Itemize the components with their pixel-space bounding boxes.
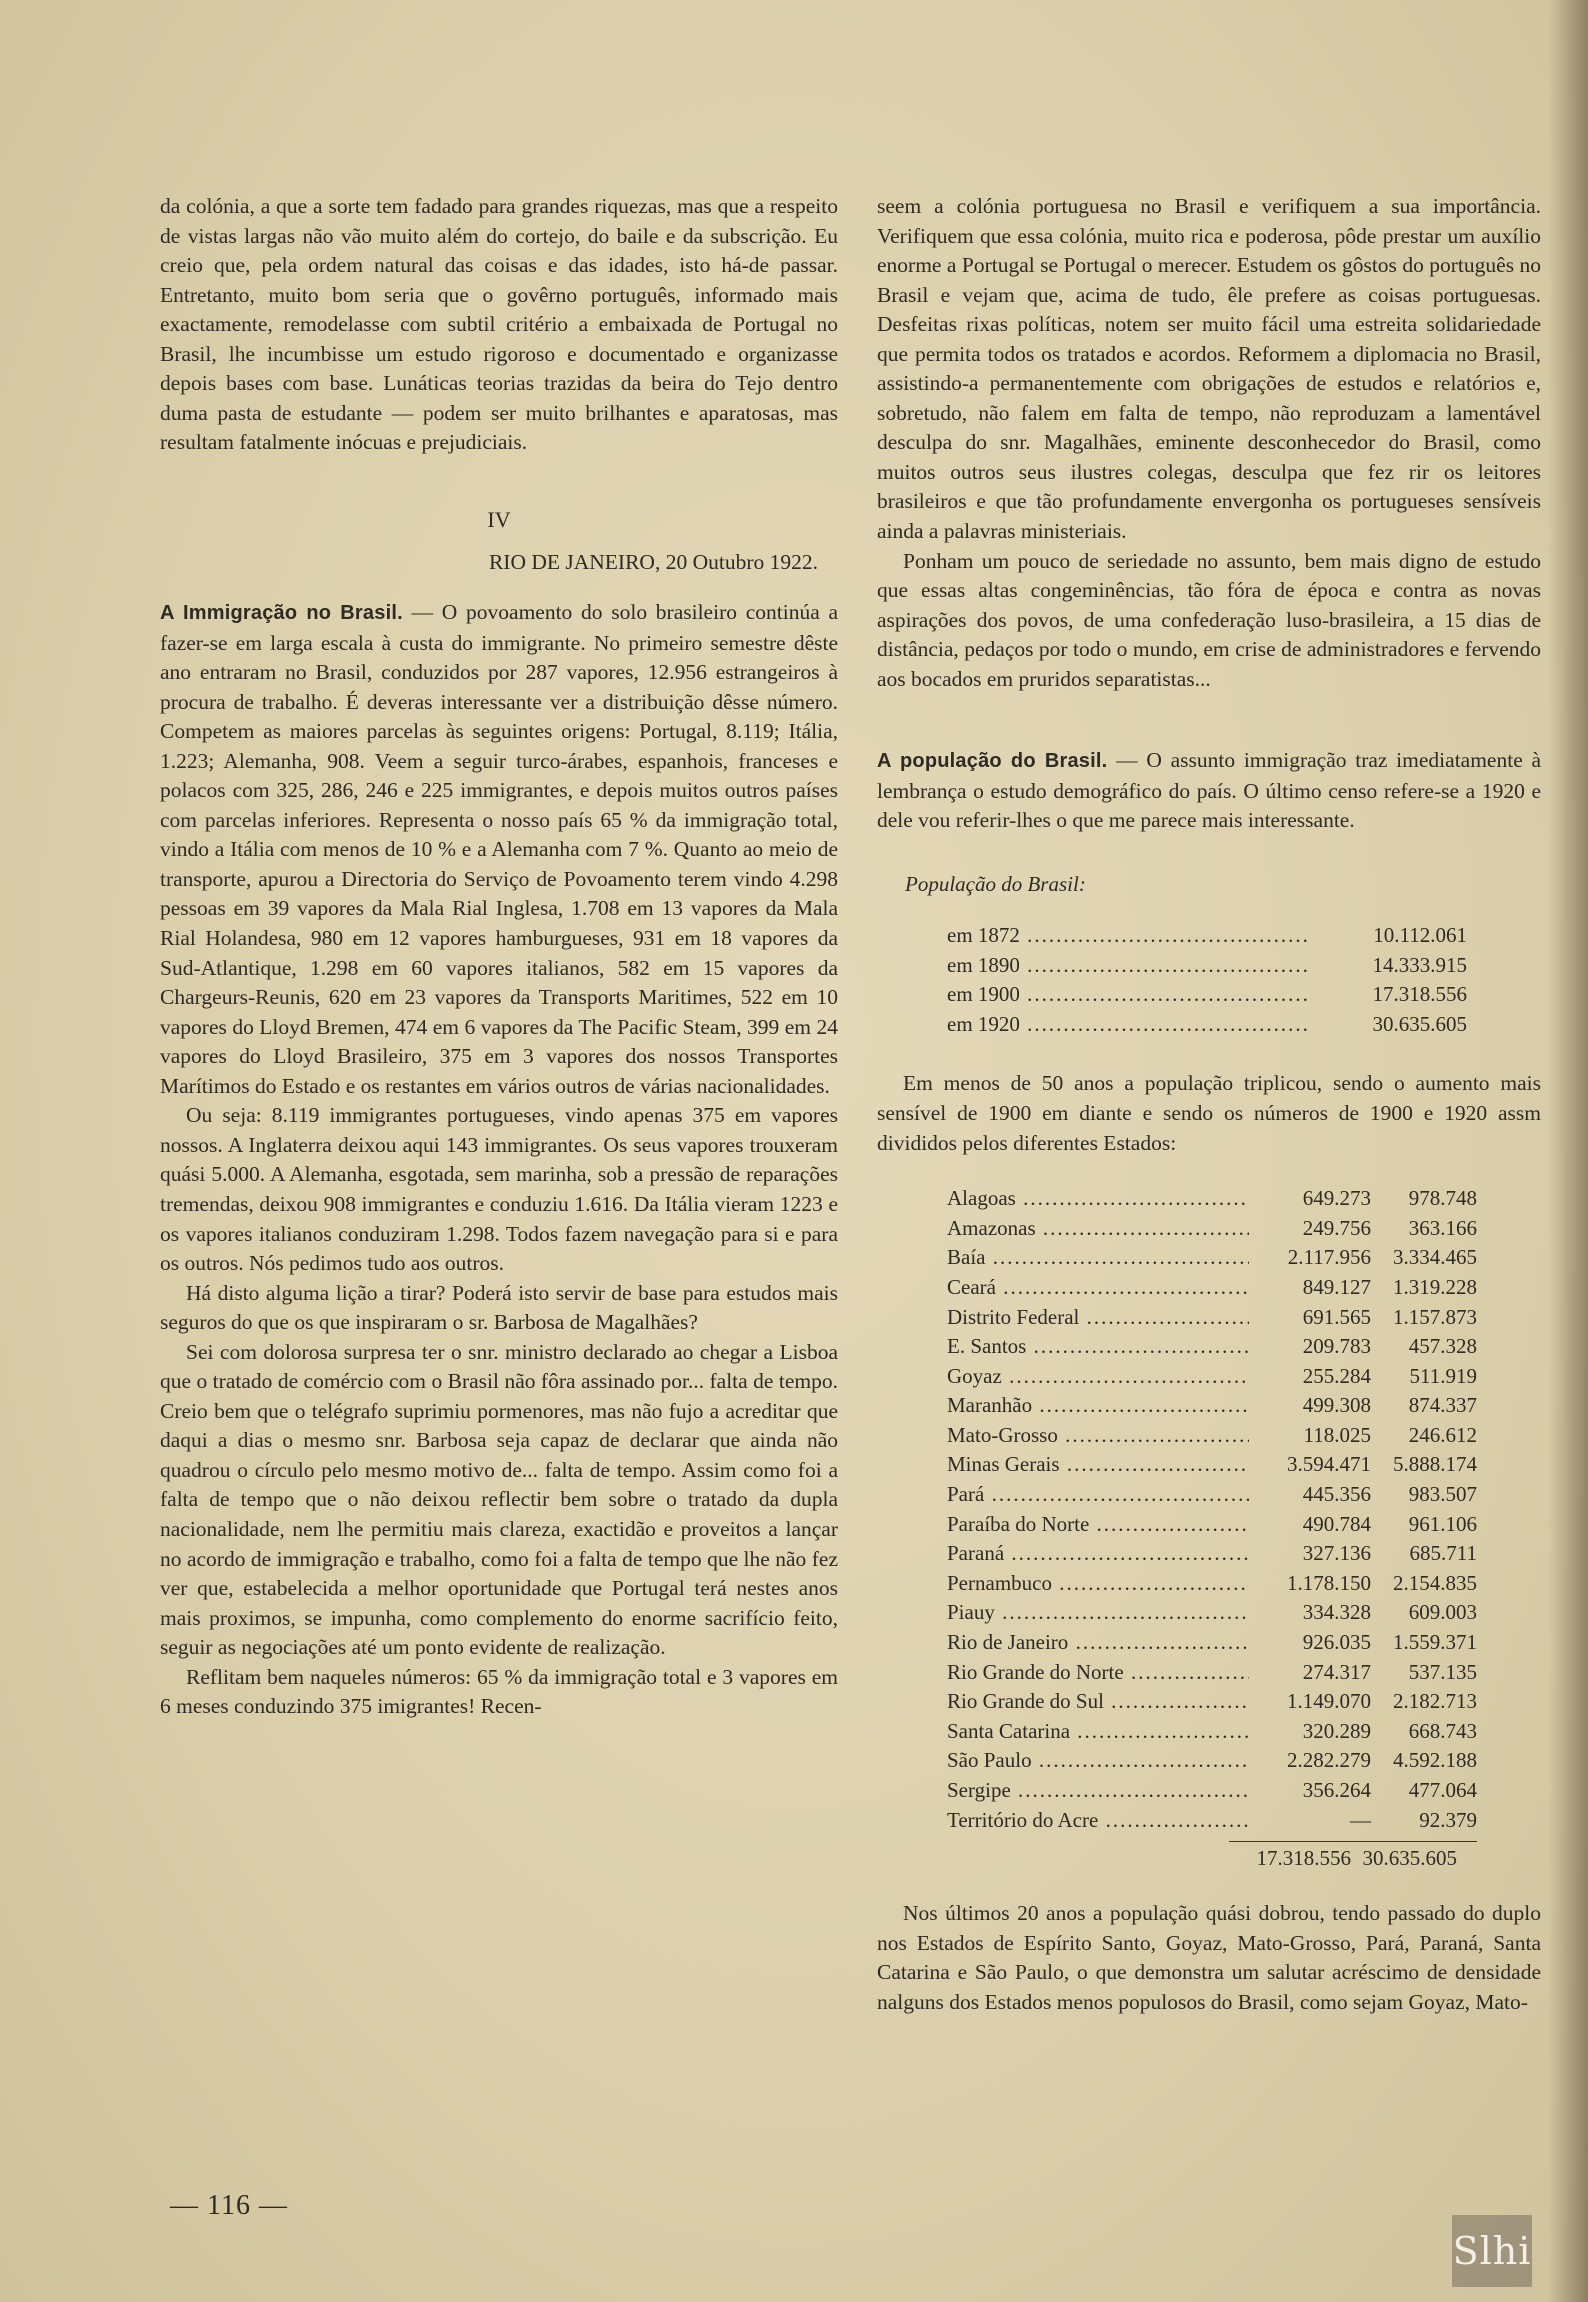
state-pop-1920: 2.182.713 (1393, 1689, 1477, 1714)
population-year-label: em 1920 ..... (947, 1010, 1307, 1040)
section-numeral: IV (487, 506, 511, 532)
state-pop-1900: 445.356 (1302, 1482, 1371, 1507)
state-name: Paraná ..... (947, 1539, 1249, 1569)
right-column (877, 192, 1541, 2017)
state-name: Minas Gerais ..... (947, 1450, 1249, 1480)
state-pop-1920: 685.711 (1409, 1541, 1477, 1566)
immigration-paragraph-2: Ou seja: 8.119 immigrantes portugueses, vindo apenas 375 em vapores nossos. A Inglaterra deixou aqui 143 immigrantes. Os seus vapores trouxeram quási 5.000. A Alemanha, esgotada, sem marinha, sob a pressão de reparações tremendas, deixou 908 immigrantes e conduziu 1.616. Da Itália vieram 1223 e os vapores italianos conduziram 1.298. Todos fazem navegação para si e para os outros. Nós pedimos tudo aos outros. (160, 1103, 838, 1276)
state-pop-1920: 3.334.465 (1393, 1245, 1477, 1270)
state-pop-1900: 118.025 (1303, 1422, 1371, 1447)
population-year-value: 17.318.556 (1372, 982, 1467, 1007)
immigration-paragraph-1 (160, 598, 838, 1101)
state-pop-1920: 457.328 (1408, 1334, 1477, 1359)
state-row (947, 1628, 1477, 1658)
state-row (947, 1776, 1477, 1806)
population-text-1: — O assunto immigração traz imediatamente à lembrança o estudo demográfico do país. O último censo refere-se a 1920 e dele vou referir-lhes o que me parece mais interessante. (877, 748, 1542, 833)
state-pop-1900: 926.035 (1302, 1630, 1371, 1655)
state-pop-1900: 255.284 (1302, 1363, 1371, 1388)
state-row (947, 1362, 1477, 1392)
state-name: Ceará ..... (947, 1273, 1249, 1303)
population-paragraph-1 (877, 746, 1541, 836)
population-by-year-list (947, 921, 1467, 1039)
state-pop-1920: 668.743 (1408, 1718, 1477, 1743)
population-year-value: 30.635.605 (1372, 1011, 1467, 1036)
state-pop-1900: 1.178.150 (1287, 1570, 1371, 1595)
state-pop-1900: 490.784 (1302, 1511, 1371, 1536)
seriousness-paragraph: Ponham um pouco de seriedade no assunto, bem mais digno de estudo que essas altas congeminências, tão fóra de época e contra as novas aspirações dos povos, de uma confederação luso-brasileira, a 15 dias de distância, pedaços por todo o mundo, em crise de administradores e fervendo aos bocados em pruridos separatistas... (877, 548, 1541, 691)
state-row (947, 1243, 1477, 1273)
library-stamp (1452, 2215, 1532, 2287)
state-pop-1900: 327.136 (1302, 1541, 1371, 1566)
state-name: Mato-Grosso ..... (947, 1421, 1249, 1451)
state-pop-1900: 274.317 (1302, 1659, 1371, 1684)
state-row (947, 1391, 1477, 1421)
state-pop-1920: 1.319.228 (1393, 1274, 1477, 1299)
state-name: São Paulo ..... (947, 1746, 1249, 1776)
state-name: Sergipe ..... (947, 1776, 1249, 1806)
states-population-table (947, 1184, 1477, 1873)
state-name: Distrito Federal ..... (947, 1303, 1249, 1333)
population-year-row (947, 980, 1467, 1010)
intro-paragraph: da colónia, a que a sorte tem fadado para grandes riquezas, mas que a respeito de vistas largas não vão muito além do cortejo, do baile e da subscrição. Eu creio que, pela ordem natural das coisas e das idades, isto há-de passar. Entretanto, muito bom seria que o govêrno português, informado mais exactamente, remodelasse com subtil critério a embaixada de Portugal no Brasil, lhe incumbisse um estudo rigoroso e documentado e organizasse depois bases com base. Lunáticas teorias trazidas da beira do Tejo dentro duma pasta de estudante — podem ser muito brilhantes e aparatosas, mas resultam fatalmente inócuas e prejudiciais. (160, 194, 838, 455)
state-pop-1920: 511.919 (1409, 1363, 1477, 1388)
dateline: RIO DE JANEIRO, 20 Outubro 1922. (488, 550, 818, 575)
total-1900: 17.318.556 (1256, 1846, 1351, 1871)
state-row (947, 1421, 1477, 1451)
state-row (947, 1687, 1477, 1717)
state-pop-1900: 1.149.070 (1287, 1689, 1371, 1714)
state-pop-1920: 609.003 (1408, 1600, 1477, 1625)
state-pop-1900: 691.565 (1302, 1304, 1371, 1329)
state-row (947, 1539, 1477, 1569)
left-column (160, 192, 838, 1722)
population-year-value: 10.112.061 (1373, 923, 1467, 948)
population-paragraph-3: Nos últimos 20 anos a população quási dobrou, tendo passado do duplo nos Estados de Espírito Santo, Goyaz, Mato-Grosso, Pará, Paraná, Santa Catarina e São Paulo, o que demonstra um salutar acréscimo de densidade nalguns dos Estados menos populosos do Brasil, como sejam Goyaz, Mato- (877, 1901, 1541, 2014)
state-pop-1920: 961.106 (1408, 1511, 1477, 1536)
state-pop-1920: 1.157.873 (1393, 1304, 1477, 1329)
page-number: — 116 — (170, 2190, 288, 2221)
state-pop-1900: 356.264 (1302, 1778, 1371, 1802)
state-pop-1900: 334.328 (1302, 1600, 1371, 1625)
state-name: Baía ..... (947, 1243, 1249, 1273)
state-pop-1900: 2.117.956 (1287, 1245, 1371, 1270)
immigration-paragraph-3: Há disto alguma lição a tirar? Poderá isto servir de base para estudos mais seguros do que os que inspiraram o sr. Barbosa de Magalhães? (160, 1280, 838, 1335)
state-pop-1900: 499.308 (1302, 1393, 1371, 1418)
state-row (947, 1806, 1477, 1836)
population-caption: População do Brasil: (905, 871, 1086, 896)
population-year-row (947, 921, 1467, 951)
state-name: Pernambuco ..... (947, 1569, 1249, 1599)
state-pop-1920: 246.612 (1408, 1422, 1477, 1447)
state-name: E. Santos ..... (947, 1332, 1249, 1362)
state-name: Rio Grande do Sul ..... (947, 1687, 1249, 1717)
state-row (947, 1598, 1477, 1628)
state-name: Rio Grande do Norte ..... (947, 1658, 1249, 1688)
population-year-label: em 1900 ..... (947, 980, 1307, 1010)
state-pop-1900: 209.783 (1302, 1334, 1371, 1359)
state-pop-1920: 92.379 (1419, 1807, 1477, 1832)
state-name: Paraíba do Norte ..... (947, 1510, 1249, 1540)
population-year-label: em 1872 ..... (947, 921, 1307, 951)
state-name: Maranhão ..... (947, 1391, 1249, 1421)
population-year-row (947, 951, 1467, 981)
state-pop-1920: 1.559.371 (1393, 1630, 1477, 1655)
state-name: Território do Acre ..... (947, 1806, 1249, 1836)
state-row (947, 1658, 1477, 1688)
state-row (947, 1746, 1477, 1776)
state-pop-1900: 849.127 (1302, 1274, 1371, 1299)
state-row (947, 1450, 1477, 1480)
state-pop-1920: 978.748 (1408, 1186, 1477, 1211)
page-edge-shadow (1548, 0, 1588, 2302)
state-row (947, 1332, 1477, 1362)
state-pop-1900: 320.289 (1302, 1718, 1371, 1743)
state-pop-1920: 537.135 (1408, 1659, 1477, 1684)
state-pop-1900: 249.756 (1302, 1215, 1371, 1240)
state-name: Pará ..... (947, 1480, 1249, 1510)
state-name: Amazonas ..... (947, 1214, 1249, 1244)
population-paragraph-2: Em menos de 50 anos a população triplicou, sendo o aumento mais sensível de 1900 em diante e sendo os números de 1900 e 1920 assm divididos pelos diferentes Estados: (877, 1071, 1541, 1155)
immigration-heading: A Immigração no Brasil. (160, 602, 403, 625)
state-pop-1920: 983.507 (1408, 1482, 1477, 1507)
state-row (947, 1510, 1477, 1540)
population-year-row (947, 1010, 1467, 1040)
state-pop-1920: 874.337 (1408, 1393, 1477, 1418)
state-pop-1900: 3.594.471 (1287, 1452, 1371, 1477)
state-pop-1920: 363.166 (1408, 1215, 1477, 1240)
state-pop-1900: — (1350, 1807, 1371, 1832)
state-name: Goyaz ..... (947, 1362, 1249, 1392)
state-row (947, 1273, 1477, 1303)
totals-row (1229, 1841, 1477, 1873)
state-row (947, 1569, 1477, 1599)
population-year-value: 14.333.915 (1372, 952, 1467, 977)
state-name: Santa Catarina ..... (947, 1717, 1249, 1747)
immigration-paragraph-5: Reflitam bem naqueles números: 65 % da immigração total e 3 vapores em 6 meses conduzindo 375 imigrantes! Recen- (160, 1664, 838, 1719)
population-heading: A população do Brasil. (877, 750, 1108, 773)
state-pop-1920: 2.154.835 (1393, 1570, 1477, 1595)
continuation-paragraph: seem a colónia portuguesa no Brasil e verifiquem a sua importância. Verifiquem que essa colónia, muito rica e poderosa, pôde prestar um auxílio enorme a Portugal se Portugal o merecer. Estudem os gôstos do português no Brasil e vejam que, acima de tudo, êle prefere as coisas portuguesas. Desfeitas rixas políticas, notem ser muito fácil uma estreita solidariedade que permita todos os tratados e acordos. Reformem a diplomacia no Brasil, assistindo-a permanentemente com obrigações de estudos e relatórios e, sobretudo, não falem em falta de tempo, não reproduzam a lamentável desculpa do snr. Magalhães, eminente desconhecedor do Brasil, como muitos outros seus ilustres colegas, desculpa que fez rir os leitores brasileiros e que tão profundamente envergonha os portugueses sensíveis ainda a palavras ministeriais. (877, 194, 1541, 544)
total-1920: 30.635.605 (1362, 1846, 1457, 1871)
state-pop-1920: 5.888.174 (1393, 1452, 1477, 1477)
immigration-paragraph-4: Sei com dolorosa surpresa ter o snr. ministro declarado ao chegar a Lisboa que o tratado de comércio com o Brasil não fôra assinado por... falta de tempo. Creio bem que o telégrafo suprimiu pormenores, mas não fujo a acreditar que daqui a dias o mesmo snr. Barbosa seja capaz de declarar que ainda não quadrou o círculo pelo mesmo motivo de... falta de tempo. Assim como foi a falta de tempo que o não deixou reflectir bem sobre o tratado da dupla nacionalidade, nem lhe permitiu mais clareza, exactidão e proveitos a lançar no acordo de immigração e trabalho, como foi a falta de tempo que lhe não fez ver que, estabelecida a melhor oportunidade que Portugal terá nestes anos mais proximos, se impunha, como complemento do enorme sacrifício feito, seguir as negociações até um ponto evidente de realização. (160, 1339, 838, 1660)
state-row (947, 1717, 1477, 1747)
immigration-text-1: — O povoamento do solo brasileiro continúa a fazer-se em larga escala à custa do immigrante. No primeiro semestre dêste ano entraram no Brasil, conduzidos por 287 vapores, 12.956 estrangeiros à procura de trabalho. É deveras interessante ver a distribuição dêsse número. Competem as maiores parcelas às seguintes origens: Portugal, 8.119; Itália, 1.223; Alemanha, 908. Veem a seguir turco-árabes, espanhois, franceses e polacos com 325, 286, 246 e 225 immigrantes, e depois muitos outros países com parcelas inferiores. Representa o nosso país 65 % da immigração total, vindo a Itália com menos de 10 % e a Alemanha com 7 %. Quanto ao meio de transporte, apurou a Directoria do Serviço de Povoamento terem vindo 4.298 pessoas em 39 vapores da Mala Rial Inglesa, 1.708 em 13 vapores da Mala Rial Holandesa, 980 em 12 vapores hamburgueses, 931 em 18 vapores da Sud-Atlantique, 1.298 em 60 vapores italianos, 582 em 15 vapores da Chargeurs-Reunis, 620 em 23 vapores da Transports Maritimes, 522 em 10 vapores do Lloyd Bremen, 474 em 6 vapores da The Pacific Steam, 399 em 24 vapores do Lloyd Brasileiro, 375 em 3 vapores dos nossos Transportes Marítimos do Estado e os restantes em vários outros de várias nacionalidades. (160, 600, 838, 1098)
state-pop-1900: 649.273 (1302, 1186, 1371, 1211)
library-stamp-text: Slhi (1452, 2229, 1532, 2273)
state-name: Rio de Janeiro ..... (947, 1628, 1249, 1658)
state-pop-1900: 2.282.279 (1287, 1748, 1371, 1773)
state-row (947, 1214, 1477, 1244)
state-row (947, 1184, 1477, 1214)
state-name: Alagoas ..... (947, 1184, 1249, 1214)
population-year-label: em 1890 ..... (947, 951, 1307, 981)
state-row (947, 1303, 1477, 1333)
state-name: Piauy ..... (947, 1598, 1249, 1628)
state-row (947, 1480, 1477, 1510)
state-pop-1920: 4.592.188 (1393, 1748, 1477, 1773)
state-pop-1920: 477.064 (1408, 1778, 1477, 1802)
